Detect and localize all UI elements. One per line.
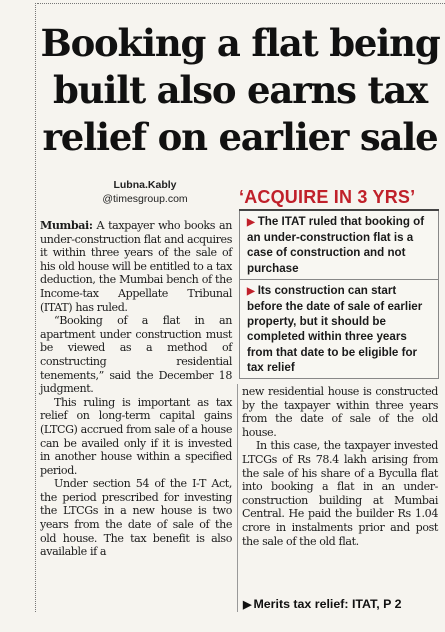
dateline: Mumbai:	[40, 219, 93, 232]
lead-text: A taxpayer who books an under-construction flat and acquires it within three years of the sale of his old house will be entitled to a tax deduction, the Mumbai bench of the Income-tax Appellate Tribunal (ITAT) has ruled.	[40, 219, 232, 314]
byline	[60, 178, 230, 206]
highlight-item	[240, 279, 438, 378]
author-email: @timesgroup.com	[102, 193, 188, 205]
headline-line-2: built also earns tax	[52, 68, 428, 112]
highlight-item	[240, 211, 438, 279]
highlight-box-body	[239, 211, 439, 379]
highlight-item-text: Its construction can start before the date of sale of earlier property, but it should be completed within three years from that date to be eligible for tax relief	[247, 283, 423, 374]
author-name: Lubna.Kably	[113, 179, 177, 191]
article-paragraph	[40, 219, 232, 314]
highlight-box-title: ‘ACQUIRE IN 3 YRS’	[239, 186, 439, 211]
article-paragraph: new residential house is constructed by the taxpayer within three years from the date of sale of the old house.	[242, 385, 438, 439]
article-paragraph: Under section 54 of the I-T Act, the period prescribed for investing the LTCGs in a new house is two years from the date of sale of the old house. The tax benefit is also available if a	[40, 477, 232, 559]
headline-line-1: Booking a flat being	[40, 21, 440, 65]
red-triangle-bullet-icon: ▶	[247, 217, 255, 228]
left-dotted-rule	[35, 3, 36, 612]
headline-line-3: relief on earlier sale	[42, 115, 438, 159]
article-column-2	[242, 385, 438, 548]
continuation-reference[interactable]	[243, 596, 439, 613]
article-paragraph: In this case, the taxpayer invested LTCGs of Rs 78.4 lakh arising from the sale of his share of a Byculla flat into booking a flat in an under-construction building at Mumbai Central. He paid the builder Rs 1.04 crore in instalments prior and post the sale of the old flat.	[242, 439, 438, 548]
red-triangle-bullet-icon: ▶	[247, 285, 255, 297]
top-dotted-rule	[37, 3, 445, 4]
article-paragraph: “Booking of a flat in an apartment under construction must be viewed as a method of constructing residential tenements,” said the December 18 judgment.	[40, 314, 232, 396]
column-divider	[237, 384, 238, 612]
headline	[40, 20, 440, 161]
article-column-1	[40, 219, 232, 559]
triangle-pointer-icon: ▶	[243, 599, 252, 611]
continuation-text: Merits tax relief: ITAT, P 2	[253, 597, 402, 611]
article-paragraph: This ruling is important as tax relief on long-term capital gains (LTCG) accrued from sale of a house can be availed only if it is invested in another house within a specified period.	[40, 395, 232, 477]
highlight-item-text: The ITAT ruled that booking of an under-construction flat is a case of construction and not purchase	[247, 215, 425, 275]
highlight-box	[239, 186, 439, 379]
